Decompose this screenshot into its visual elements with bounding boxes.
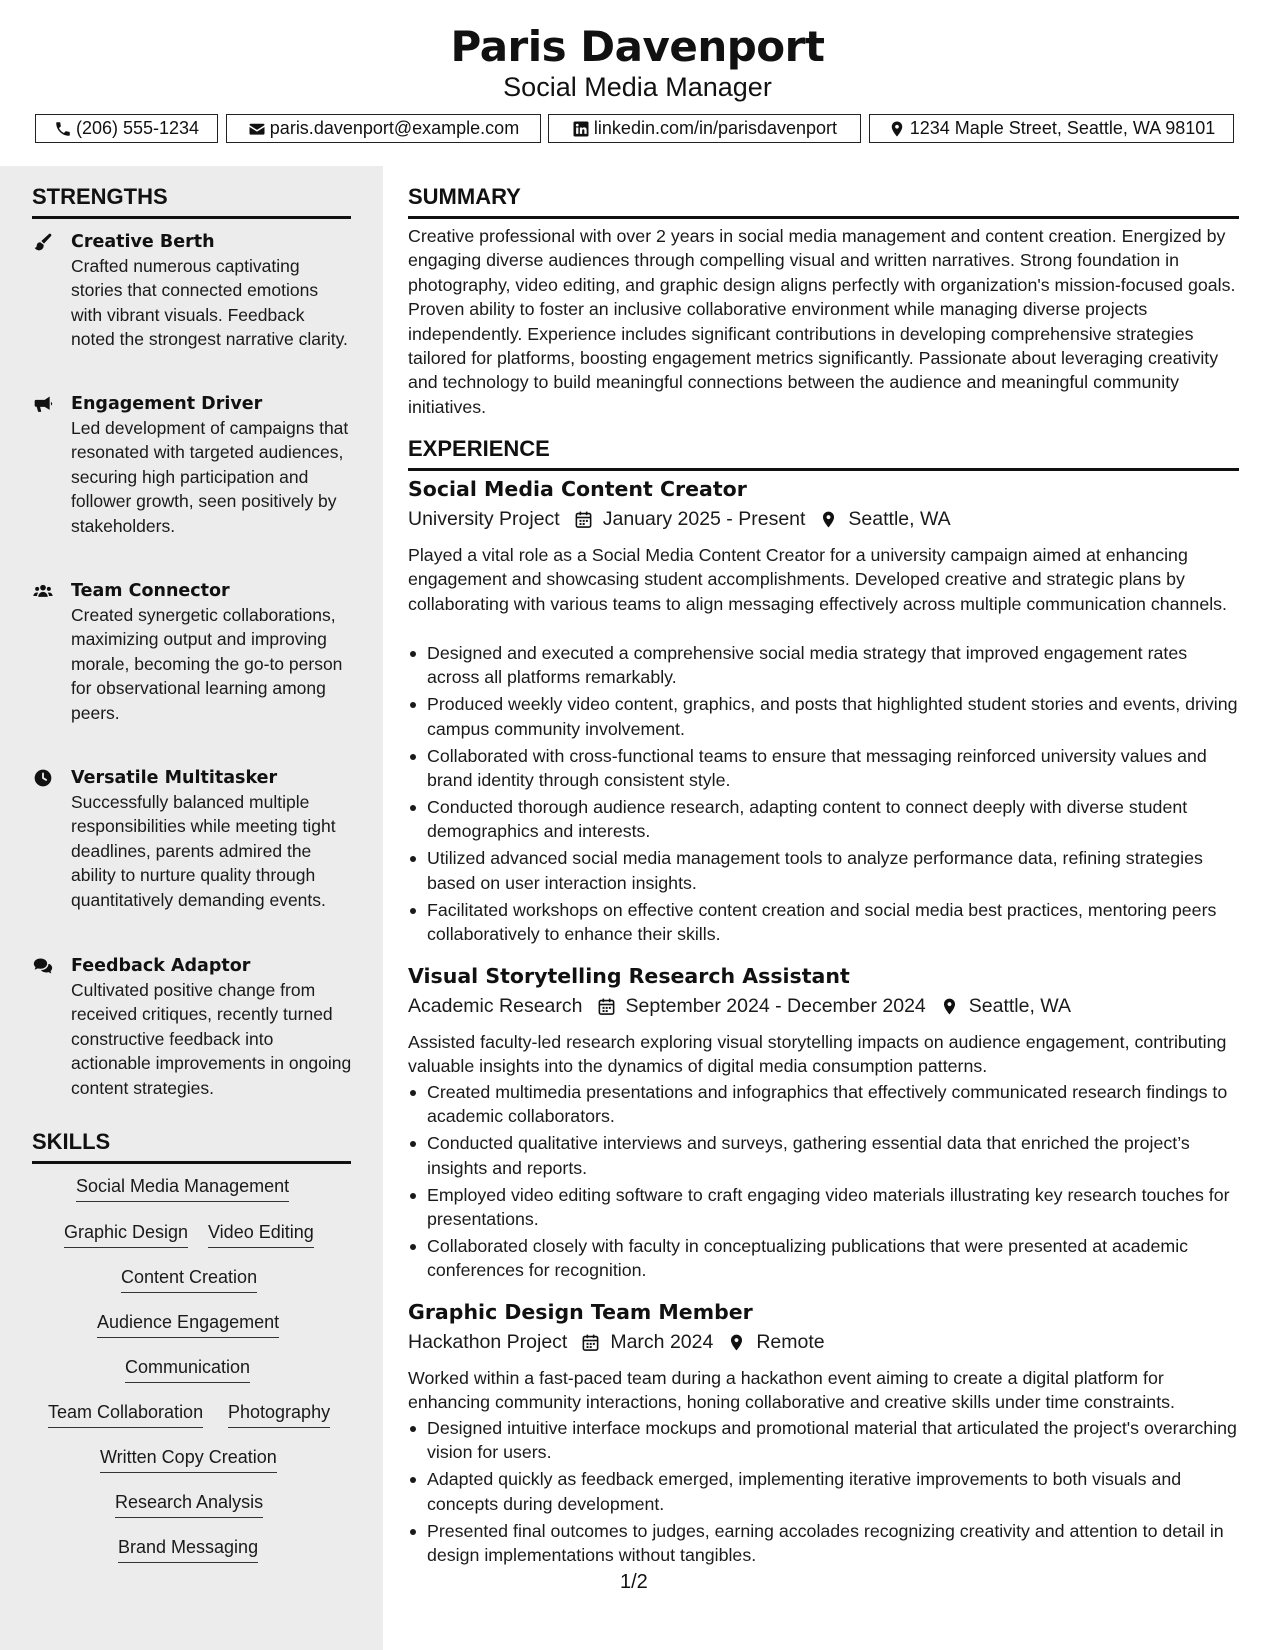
candidate-name: Paris Davenport (450, 22, 825, 71)
calendar-icon (581, 1333, 600, 1352)
location-icon (819, 510, 838, 529)
list-item: Employed video editing software to craft engaging video materials illustrating key research touches for presentations. (408, 1183, 1239, 1232)
job-dates: January 2025 - Present (602, 508, 806, 530)
contact-phone[interactable] (35, 114, 218, 143)
list-item: Adapted quickly as feedback emerged, implementing iterative improvements to both visuals and concepts during development. (408, 1467, 1239, 1516)
phone-icon (54, 120, 72, 138)
envelope-icon (248, 120, 266, 138)
contact-address-text: 1234 Maple Street, Seattle, WA 98101 (909, 118, 1216, 138)
job-bullets (408, 641, 1239, 949)
location-icon (727, 1333, 746, 1352)
job-title: Social Media Content Creator (408, 477, 747, 501)
strength-desc: Successfully balanced multiple responsibilities while meeting tight deadlines, parents admired the ability to nurture quality through quantitatively demanding events. (71, 792, 336, 910)
skill-tag: Team Collaboration (48, 1402, 203, 1428)
resume-header (0, 0, 1275, 166)
job-description: Played a vital role as a Social Media Content Creator for a university campaign aimed at enhancing engagement and showcasing student accomplishments. Developed creative and strategic plans by collaborating with various teams to align messaging effectively across multiple communication channels. (408, 545, 1227, 614)
contact-address[interactable] (869, 114, 1234, 143)
job-description: Assisted faculty-led research exploring visual storytelling impacts on audience engagement, contributing valuable insights into the dynamics of digital media consumption patterns. (408, 1032, 1227, 1077)
skill-tag: Written Copy Creation (100, 1447, 277, 1473)
strength-title: Team Connector (71, 581, 230, 601)
skill-tag: Communication (125, 1357, 250, 1383)
calendar-icon (597, 997, 616, 1016)
list-item: Collaborated with cross-functional teams to ensure that messaging reinforced university values and brand identity through consistent style. (408, 744, 1239, 793)
list-item: Produced weekly video content, graphics, and posts that highlighted student stories and events, driving campus community involvement. (408, 692, 1239, 741)
skills-heading: SKILLS (32, 1129, 351, 1164)
strength-item (32, 766, 352, 912)
job-location: Seattle, WA (968, 995, 1071, 1017)
job-org: University Project (408, 508, 560, 530)
list-item: Created multimedia presentations and infographics that effectively communicated research findings to academic collaborators. (408, 1080, 1239, 1129)
strength-item (32, 954, 352, 1100)
skill-tag: Photography (228, 1402, 330, 1428)
job-location: Seattle, WA (848, 508, 951, 530)
skill-tag: Content Creation (121, 1267, 257, 1293)
skill-tag: Audience Engagement (97, 1312, 279, 1338)
skill-tag: Video Editing (208, 1222, 314, 1248)
strength-desc: Created synergetic collaborations, maximizing output and improving morale, becoming the go-to person for observational learning among peers. (71, 605, 343, 723)
skill-tag: Research Analysis (115, 1492, 263, 1518)
job-dates: September 2024 - December 2024 (625, 995, 926, 1017)
job-dates: March 2024 (610, 1331, 714, 1353)
job-title: Visual Storytelling Research Assistant (408, 964, 850, 988)
calendar-icon (574, 510, 593, 529)
contact-email-text: paris.davenport@example.com (269, 118, 520, 138)
contact-email[interactable] (226, 114, 541, 143)
linkedin-icon (572, 120, 590, 138)
paintbrush-icon (32, 232, 54, 252)
strength-item (32, 579, 352, 725)
list-item: Designed and executed a comprehensive social media strategy that improved engagement rates across all platforms remarkably. (408, 641, 1239, 690)
summary-heading: SUMMARY (408, 184, 1239, 219)
job-meta (408, 995, 1071, 1018)
megaphone-icon (32, 394, 54, 414)
job-location: Remote (756, 1331, 825, 1353)
strength-title: Creative Berth (71, 232, 215, 252)
list-item: Conducted qualitative interviews and surveys, gathering essential data that enriched the project’s insights and reports. (408, 1131, 1239, 1180)
job-bullets (408, 1080, 1239, 1285)
experience-heading: EXPERIENCE (408, 436, 1239, 471)
job-org: Hackathon Project (408, 1331, 568, 1353)
skill-tag: Brand Messaging (118, 1537, 258, 1563)
list-item: Conducted thorough audience research, adapting content to connect deeply with diverse student demographics and interests. (408, 795, 1239, 844)
strength-desc: Crafted numerous captivating stories that connected emotions with vibrant visuals. Feedback noted the strongest narrative clarity. (71, 256, 348, 350)
clock-icon (32, 768, 54, 788)
strength-desc: Cultivated positive change from received critiques, recently turned constructive feedback into actionable improvements in ongoing content strategies. (71, 980, 352, 1098)
strength-item (32, 230, 352, 352)
page-number: 1/2 (620, 1571, 648, 1593)
strength-item (32, 392, 352, 538)
job-meta (408, 1331, 825, 1354)
strength-title: Versatile Multitasker (71, 768, 278, 788)
contact-linkedin-text: linkedin.com/in/parisdavenport (593, 118, 838, 138)
strength-title: Feedback Adaptor (71, 956, 251, 976)
list-item: Presented final outcomes to judges, earning accolades recognizing creativity and attention to detail in design implementations without tangibles. (408, 1519, 1239, 1568)
list-item: Collaborated closely with faculty in conceptualizing publications that were presented at academic conferences for recognition. (408, 1234, 1239, 1283)
job-meta (408, 508, 951, 531)
skill-tag: Graphic Design (64, 1222, 188, 1248)
location-icon (888, 120, 906, 138)
list-item: Facilitated workshops on effective content creation and social media best practices, mentoring peers collaboratively to enhance their skills. (408, 898, 1239, 947)
strengths-heading: STRENGTHS (32, 184, 351, 219)
strength-title: Engagement Driver (71, 394, 263, 414)
job-title: Graphic Design Team Member (408, 1300, 753, 1324)
job-org: Academic Research (408, 995, 583, 1017)
users-icon (32, 581, 54, 601)
summary-text: Creative professional with over 2 years in social media management and content creation. Energized by engaging diverse audiences through compelling visual and written narratives. Strong foundation in photography, video editing, and graphic design aligns perfectly with organization's mission-focused goals. Proven ability to foster an inclusive collaborative environment while managing diverse projects independently. Experience includes significant contributions in developing comprehensive strategies tailored for platforms, boosting engagement metrics significantly. Passionate about leveraging creativity and technology to build meaningful connections between the audience and meaningful community initiatives. (408, 226, 1236, 417)
skill-tag: Social Media Management (76, 1176, 289, 1202)
candidate-title: Social Media Manager (503, 72, 772, 102)
job-bullets (408, 1416, 1239, 1570)
location-icon (940, 997, 959, 1016)
list-item: Designed intuitive interface mockups and promotional material that articulated the project's overarching vision for users. (408, 1416, 1239, 1465)
contact-linkedin[interactable] (548, 114, 861, 143)
strength-desc: Led development of campaigns that resonated with targeted audiences, securing high participation and follower growth, seen positively by stakeholders. (71, 418, 349, 536)
list-item: Utilized advanced social media management tools to analyze performance data, refining strategies based on user interaction insights. (408, 846, 1239, 895)
comments-icon (32, 956, 54, 976)
contact-phone-text: (206) 555-1234 (75, 118, 200, 138)
job-description: Worked within a fast-paced team during a hackathon event aiming to create a digital platform for enhancing community interactions, honing collaborative and creative skills under time constraints. (408, 1368, 1175, 1413)
